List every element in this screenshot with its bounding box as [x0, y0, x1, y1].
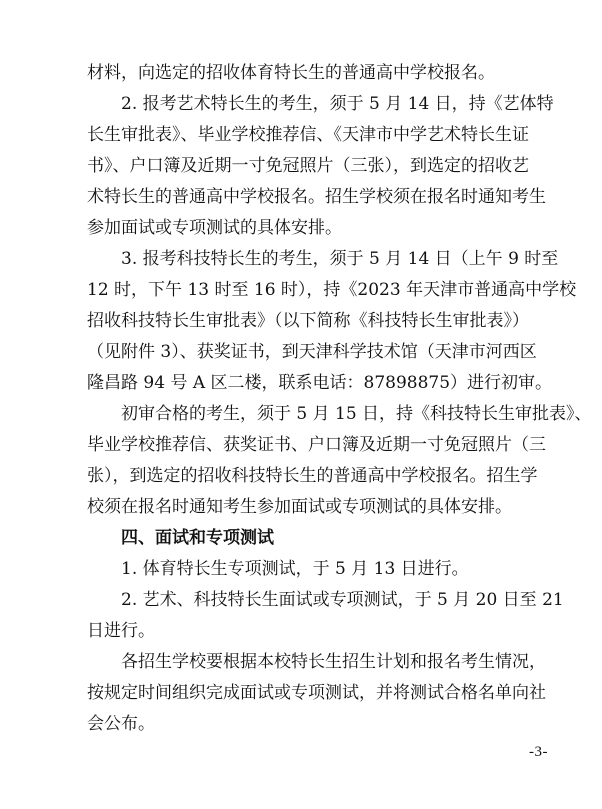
text-line: 材料，向选定的招收体育特长生的普通高中学校报名。 — [87, 63, 495, 83]
section-heading-text: 四、面试和专项测试 — [121, 528, 274, 548]
text-line: 张），到选定的招收科技特长生的普通高中学校报名。招生学 — [87, 466, 538, 486]
document-body — [87, 58, 592, 740]
text-line: 招收科技特长生审批表》（以下简称《科技特长生审批表》） — [87, 311, 529, 331]
text-line: 术特长生的普通高中学校报名。招生学校须在报名时通知考生 — [87, 187, 546, 207]
page-number: -3- — [529, 744, 548, 760]
text-line: 2. 艺术、科技特长生面试或专项测试，于 5 月 20 日至 21 — [121, 590, 564, 610]
text-line: 12 时，下午 13 时至 16 时），持《2023 年天津市普通高中学校 — [87, 280, 577, 300]
text-line: 毕业学校推荐信、获奖证书、户口簿及近期一寸免冠照片（三 — [87, 435, 546, 455]
text-line: 2. 报考艺术特长生的考生，须于 5 月 14 日，持《艺体特 — [121, 94, 554, 114]
text-line: 3. 报考科技特长生的考生，须于 5 月 14 日（上午 9 时至 — [121, 249, 559, 269]
text-line: 长生审批表》、毕业学校推荐信、《天津市中学艺术特长生证 — [87, 125, 529, 145]
text-line: 会公布。 — [87, 714, 155, 734]
text-line: 参加面试或专项测试的具体安排。 — [87, 218, 342, 238]
paragraph-item-3-tech — [87, 244, 577, 399]
text-line: 隆昌路 94 号 A 区二楼，联系电话：87898875）进行初审。 — [87, 373, 553, 393]
text-line: 书》、户口簿及近期一寸免冠照片（三张），到选定的招收艺 — [87, 156, 529, 176]
text-line: 1. 体育特长生专项测试，于 5 月 13 日进行。 — [121, 559, 469, 579]
paragraph-organize-tests — [87, 647, 546, 740]
paragraph-item-2-art-tech-test — [87, 585, 564, 647]
section-heading — [87, 523, 527, 554]
text-line: 初审合格的考生，须于 5 月 15 日，持《科技特长生审批表》、 — [121, 404, 592, 424]
text-line: 日进行。 — [87, 621, 155, 641]
paragraph-continuation-sports — [87, 58, 527, 89]
text-line: 各招生学校要根据本校特长生招生计划和报名考生情况， — [121, 652, 546, 672]
paragraph-item-1-sports-test — [87, 554, 527, 585]
paragraph-tech-first-review — [87, 399, 592, 523]
text-line: 校须在报名时通知考生参加面试或专项测试的具体安排。 — [87, 497, 512, 517]
text-line: （见附件 3）、获奖证书，到天津科学技术馆（天津市河西区 — [87, 342, 537, 362]
paragraph-item-2-art — [87, 89, 554, 244]
text-line: 按规定时间组织完成面试或专项测试，并将测试合格名单向社 — [87, 683, 546, 703]
